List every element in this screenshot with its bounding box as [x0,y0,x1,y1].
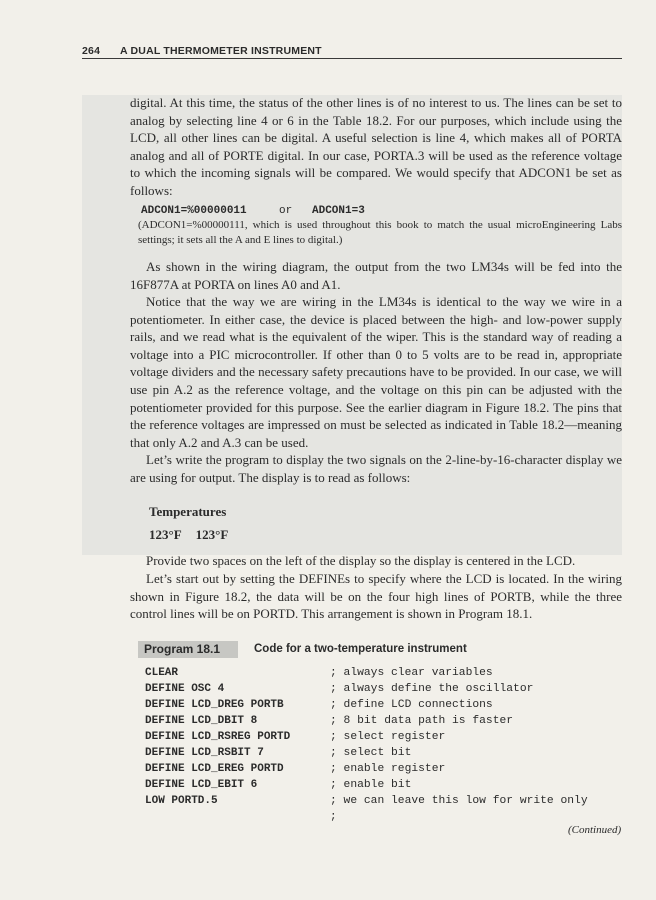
code-comment: ; enable bit [330,779,412,791]
lcd-display-example [149,500,242,546]
display-line-2 [149,523,242,546]
code-text: DEFINE LCD_DREG PORTB [145,699,284,711]
code-comment: ; select bit [330,747,412,759]
code-text: DEFINE LCD_EREG PORTD [145,763,284,775]
code-comment: ; enable register [330,763,446,775]
continued-note: (Continued) [568,824,622,836]
program-title: Code for a two-temperature instrument [254,643,467,655]
code-text: LOW PORTD.5 [145,795,218,807]
code-text: CLEAR [145,667,179,679]
program-label: Program 18.1 [138,641,238,658]
code-comment: ; 8 bit data path is faster [330,715,514,727]
paragraph-2: As shown in the wiring diagram, the output from the two LM34s will be fed into the 16F877A at PORTA on lines A0 and A1. [130,259,622,292]
paragraph-6: Let’s start out by setting the DEFINEs to specify where the LCD is located. In the wiring shown in Figure 18.2, the data will be on the four high lines of PORTB, while the three control lines will be on PORTD. This arrangement is shown in Program 18.1. [130,571,622,622]
adcon-right: ADCON1=3 [312,205,365,217]
paragraph-5: Provide two spaces on the left of the display so the display is centered in the LCD. [146,553,576,568]
program-heading [138,641,622,658]
code-comment: ; select register [330,731,446,743]
code-comment: ; always clear variables [330,667,493,679]
code-comment: ; define LCD connections [330,699,493,711]
paragraph-3: Notice that the way we are wiring in the LM34s is identical to the way we wire in a potentiometer. In either case, the device is placed between the high- and low-power supply rails, and we read what is the equivalent of the wiper. This is the standard way of reading a voltage into a PIC microcontroller. If other than 0 to 5 volts are to be read in, appropriate voltage dividers and the necessary safety precautions have to be provided. In our case, we will use pin A.2 as the reference voltage, and the voltage on this pin can be adjusted with the potentiometer provided for this purpose. See the earlier diagram in Figure 18.2. The pins that the reference voltages are impressed on must be selected as indicated in Table 18.2—meaning that only A.2 and A.3 can be used. [130,294,622,450]
display-line-1: Temperatures [149,504,227,519]
adcon-or: or [279,205,293,217]
display-value-1: 123°F [149,527,182,542]
adcon-left: ADCON1=%00000011 [141,205,247,217]
running-header [82,45,622,59]
adcon-note: (ADCON1=%00000111, which is used throughout this book to match the usual microEngineering Labs settings; it sets all the A and E lines to digital.) [138,219,622,246]
code-text: DEFINE LCD_EBIT 6 [145,779,258,791]
code-text: DEFINE OSC 4 [145,683,225,695]
paragraph-4: Let’s write the program to display the two signals on the 2-line-by-16-character display we are using for output. The display is to read as follows: [130,452,622,485]
chapter-title: A DUAL THERMOMETER INSTRUMENT [120,45,322,57]
code-text: DEFINE LCD_RSREG PORTD [145,731,291,743]
code-comment: ; we can leave this low for write only [330,795,588,807]
code-comment: ; always define the oscillator [330,683,534,695]
page-number: 264 [82,45,101,57]
header-rule [82,58,622,59]
code-text: DEFINE LCD_RSBIT 7 [145,747,264,759]
code-text: DEFINE LCD_DBIT 8 [145,715,258,727]
paragraph-1: digital. At this time, the status of the other lines is of no interest to us. The lines can be set to analog by selecting line 4 or 6 in the Table 18.2. For our purposes, which include using the LCD, all other lines can be digital. A useful selection is line 4, which makes all of PORTA analog and all of PORTE digital. In our case, PORTA.3 will be used as the reference voltage to which the incoming signals will be compared. We would specify that ADCON1 be set as follows: [130,95,622,198]
code-trailing-semicolon: ; [330,811,337,823]
display-value-2: 123°F [195,527,229,542]
